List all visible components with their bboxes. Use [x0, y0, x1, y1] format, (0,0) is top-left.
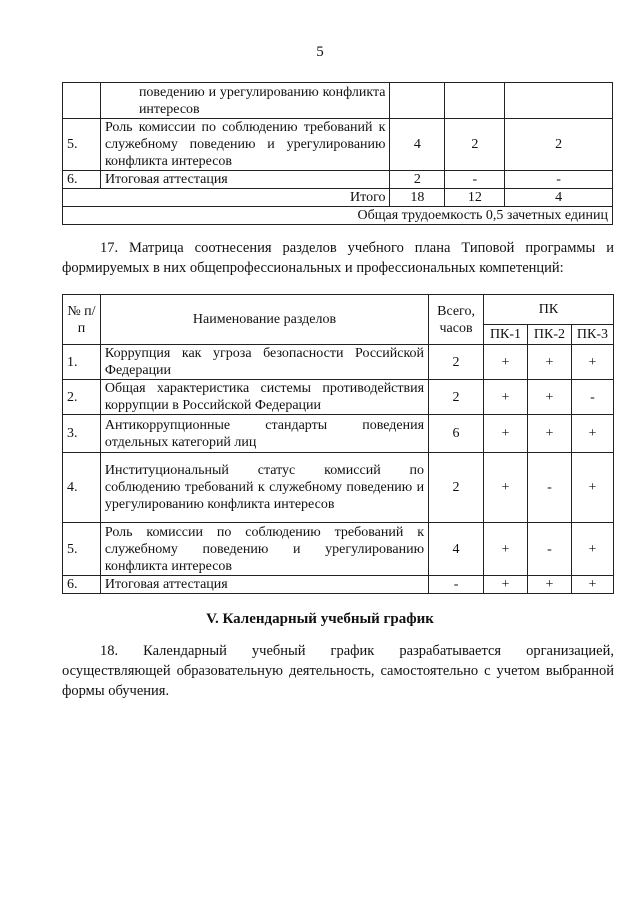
- hours-b: [505, 83, 613, 119]
- hours-a: [445, 83, 505, 119]
- section-name: Антикоррупционные стандарты поведения отдельных категорий лиц: [100, 415, 428, 453]
- pk1-mark: +: [484, 380, 528, 415]
- hours-table: [62, 82, 613, 225]
- pk2-mark: -: [527, 453, 571, 523]
- row-number: 6.: [63, 171, 101, 189]
- totals-row: [63, 189, 613, 207]
- competency-matrix-table: [62, 294, 614, 594]
- header-section-name: Наименование разделов: [100, 295, 428, 345]
- section-name: Итоговая аттестация: [100, 576, 428, 594]
- pk3-mark: +: [571, 453, 613, 523]
- pk1-mark: +: [484, 345, 528, 380]
- pk1-mark: +: [484, 576, 528, 594]
- row-number: 6.: [63, 576, 101, 594]
- pk3-mark: +: [571, 576, 613, 594]
- row-number: [63, 83, 101, 119]
- pk2-mark: +: [527, 345, 571, 380]
- hours-total: 4: [390, 119, 445, 171]
- row-number: 5.: [63, 119, 101, 171]
- totals-hours: 18: [390, 189, 445, 207]
- hours-b: 2: [505, 119, 613, 171]
- hours-total: 2: [390, 171, 445, 189]
- table-row: [63, 119, 613, 171]
- pk1-mark: +: [484, 415, 528, 453]
- header-pk3: ПК-3: [571, 325, 613, 345]
- hours-a: 2: [445, 119, 505, 171]
- table-row: [63, 453, 614, 523]
- table-row: [63, 345, 614, 380]
- hours-a: -: [445, 171, 505, 189]
- section-name: поведению и урегулированию конфликта интересов: [100, 83, 390, 119]
- header-pk2: ПК-2: [527, 325, 571, 345]
- pk3-mark: +: [571, 345, 613, 380]
- pk3-mark: +: [571, 415, 613, 453]
- row-number: 3.: [63, 415, 101, 453]
- pk2-mark: +: [527, 576, 571, 594]
- labor-row: [63, 207, 613, 225]
- pk2-mark: +: [527, 380, 571, 415]
- paragraph-17: 17. Матрица соотнесения разделов учебного плана Типовой программы и формируемых в них общепрофессиональных и профессиональных компетенций:: [62, 240, 614, 276]
- hours-total: 2: [429, 345, 484, 380]
- hours-total: -: [429, 576, 484, 594]
- table-row: [63, 415, 614, 453]
- row-number: 2.: [63, 380, 101, 415]
- section-name: Общая характеристика системы противодействия коррупции в Российской Федерации: [100, 380, 428, 415]
- table-row: [63, 576, 614, 594]
- pk1-mark: +: [484, 523, 528, 576]
- header-row: [63, 295, 614, 325]
- totals-label: Итого: [63, 189, 390, 207]
- pk2-mark: -: [527, 523, 571, 576]
- table-row: [63, 171, 613, 189]
- paragraph-18: 18. Календарный учебный график разрабатывается организацией, осуществляющей образовательную деятельность, самостоятельно с учетом выбранной формы обучения.: [62, 643, 614, 699]
- pk1-mark: +: [484, 453, 528, 523]
- section-name: Коррупция как угроза безопасности Российской Федерации: [100, 345, 428, 380]
- section-heading: V. Календарный учебный график: [206, 611, 434, 627]
- hours-total: 2: [429, 380, 484, 415]
- hours-total: 2: [429, 453, 484, 523]
- hours-total: 4: [429, 523, 484, 576]
- pk2-mark: +: [527, 415, 571, 453]
- hours-total: [390, 83, 445, 119]
- table-row: [63, 380, 614, 415]
- totals-a: 12: [445, 189, 505, 207]
- section-name: Итоговая аттестация: [100, 171, 390, 189]
- totals-b: 4: [505, 189, 613, 207]
- row-number: 5.: [63, 523, 101, 576]
- table-row: [63, 523, 614, 576]
- hours-total: 6: [429, 415, 484, 453]
- pk3-mark: -: [571, 380, 613, 415]
- row-number: 1.: [63, 345, 101, 380]
- section-name: Роль комиссии по соблюдению требований к служебному поведению и урегулированию конфликта интересов: [100, 119, 390, 171]
- hours-b: -: [505, 171, 613, 189]
- section-name: Роль комиссии по соблюдению требований к служебному поведению и урегулированию конфликта интересов: [100, 523, 428, 576]
- total-labor: Общая трудоемкость 0,5 зачетных единиц: [63, 207, 613, 225]
- table-row: [63, 83, 613, 119]
- header-number: № п/п: [63, 295, 101, 345]
- header-pk1: ПК-1: [484, 325, 528, 345]
- page-number: 5: [316, 44, 324, 60]
- header-pk: ПК: [484, 295, 614, 325]
- header-total-hours: Всего, часов: [429, 295, 484, 345]
- row-number: 4.: [63, 453, 101, 523]
- section-name: Институциональный статус комиссий по соблюдению требований к служебному поведению и урегулированию конфликта интересов: [100, 453, 428, 523]
- pk3-mark: +: [571, 523, 613, 576]
